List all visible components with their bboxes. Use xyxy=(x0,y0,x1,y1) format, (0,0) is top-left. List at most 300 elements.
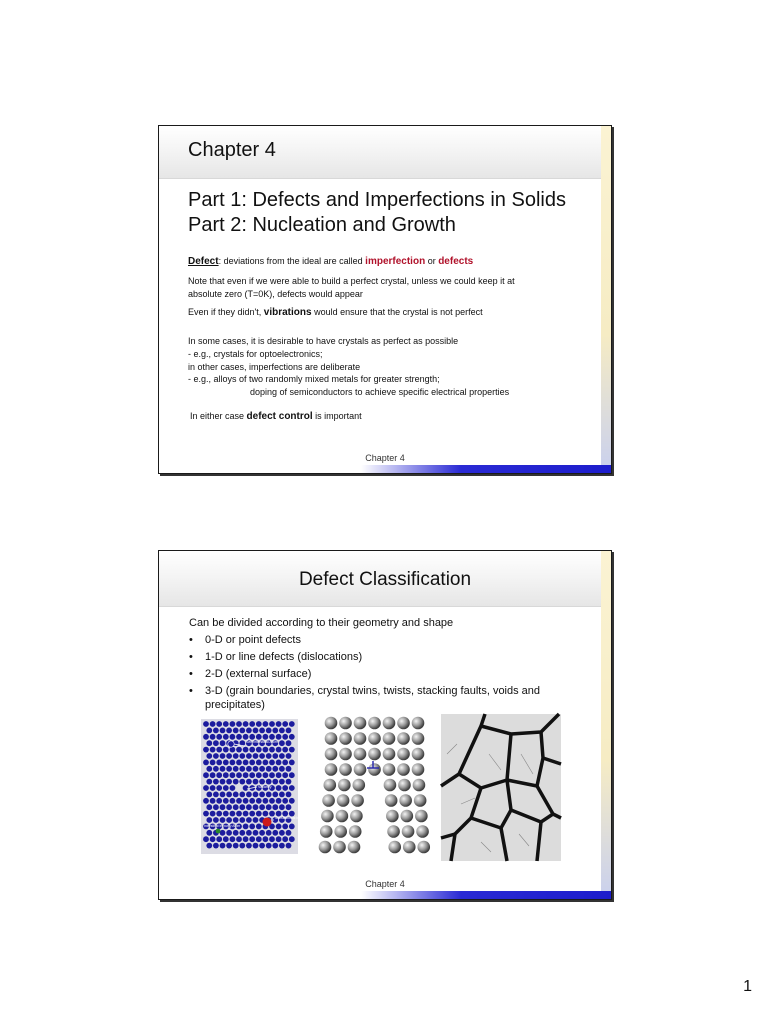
crystal-sphere xyxy=(398,779,411,792)
lattice-atom xyxy=(203,734,209,740)
lattice-atom xyxy=(266,728,272,734)
crystal-sphere xyxy=(386,810,399,823)
lattice-atom xyxy=(282,785,288,791)
lattice-atom xyxy=(216,798,222,804)
lattice-atom xyxy=(289,721,295,727)
lattice-atom xyxy=(249,824,255,830)
lattice-atom xyxy=(286,766,292,772)
lattice-atom xyxy=(276,836,282,842)
lattice-atom xyxy=(269,836,275,842)
lattice-atom xyxy=(282,760,288,766)
lattice-atom xyxy=(216,734,222,740)
lattice-atom xyxy=(256,734,262,740)
lattice-atom xyxy=(276,798,282,804)
bullet-icon: • xyxy=(189,651,193,663)
slide-title: Defect Classification xyxy=(298,569,472,590)
lattice-atom xyxy=(269,734,275,740)
lattice-atom xyxy=(279,830,285,836)
lattice-atom xyxy=(279,740,285,746)
lattice-atom xyxy=(233,753,239,759)
lattice-atom xyxy=(249,721,255,727)
lattice-atom xyxy=(259,830,265,836)
crystal-sphere xyxy=(320,825,333,838)
cases-line-1: In some cases, it is desirable to have crystals as perfect as possible xyxy=(188,336,459,346)
lattice-atom xyxy=(259,792,265,798)
lattice-atom xyxy=(233,804,239,810)
lattice-atom xyxy=(243,798,249,804)
crystal-sphere xyxy=(368,732,381,745)
lattice-atom xyxy=(203,811,209,817)
defect-definition xyxy=(188,256,473,267)
lattice-atom xyxy=(206,817,212,823)
crystal-sphere xyxy=(403,841,416,854)
list-item xyxy=(189,684,579,712)
crystal-sphere xyxy=(339,732,352,745)
lattice-atom xyxy=(223,747,229,753)
lattice-atom xyxy=(220,804,226,810)
list-item xyxy=(189,667,579,681)
lattice-atom xyxy=(256,824,262,830)
lattice-atom xyxy=(210,760,216,766)
crystal-sphere xyxy=(353,779,366,792)
lattice-atom xyxy=(272,728,278,734)
defect-label: Defect xyxy=(188,256,219,267)
crystal-sphere xyxy=(351,794,364,807)
crystal-sphere xyxy=(397,732,410,745)
lattice-atom xyxy=(213,728,219,734)
chapter-title: Chapter 4 xyxy=(188,139,276,161)
lattice-atom xyxy=(203,836,209,842)
lattice-atom xyxy=(279,843,285,849)
lattice-atom xyxy=(230,772,236,778)
cases-line-2: - e.g., crystals for optoelectronics; xyxy=(188,349,323,359)
lattice-label: Interstitial Impurity Atom xyxy=(204,824,241,828)
lattice-atom xyxy=(282,798,288,804)
crystal-sphere xyxy=(354,763,367,776)
lattice-atom xyxy=(226,766,232,772)
lattice-atom xyxy=(203,772,209,778)
lattice-atom xyxy=(286,753,292,759)
lattice-atom xyxy=(230,760,236,766)
lattice-atom xyxy=(256,836,262,842)
lattice-atom xyxy=(210,811,216,817)
lattice-atom xyxy=(216,772,222,778)
lattice-atom xyxy=(220,779,226,785)
lattice-atom xyxy=(263,798,269,804)
lattice-atom xyxy=(216,811,222,817)
lattice-atom xyxy=(259,728,265,734)
lattice-atom xyxy=(253,843,259,849)
defect-control-line xyxy=(190,411,362,422)
lattice-atom xyxy=(226,830,232,836)
crystal-sphere xyxy=(417,841,430,854)
crystal-sphere xyxy=(412,748,425,761)
lattice-atom xyxy=(230,785,236,791)
crystal-sphere xyxy=(397,748,410,761)
cases-line-4: - e.g., alloys of two randomly mixed metals for greater strength; xyxy=(188,374,440,384)
lattice-atom xyxy=(223,798,229,804)
lattice-atom xyxy=(289,836,295,842)
lattice-atom xyxy=(272,753,278,759)
crystal-sphere xyxy=(368,748,381,761)
lattice-atom xyxy=(263,836,269,842)
lattice-atom xyxy=(259,753,265,759)
lattice-atom xyxy=(243,747,249,753)
lattice-atom xyxy=(236,772,242,778)
lattice-atom xyxy=(243,836,249,842)
crystal-sphere xyxy=(325,732,338,745)
lattice-atom xyxy=(276,721,282,727)
lattice-atom xyxy=(206,766,212,772)
list-item-text: 1-D or line defects (dislocations) xyxy=(205,651,363,663)
lattice-atom xyxy=(206,740,212,746)
lattice-atom xyxy=(230,721,236,727)
lattice-atom xyxy=(223,785,229,791)
lattice-atom xyxy=(220,817,226,823)
lattice-atom xyxy=(239,792,245,798)
lattice-atom xyxy=(286,792,292,798)
slide-chapter-4 xyxy=(158,125,612,474)
lattice-atom xyxy=(253,766,259,772)
lattice-atom xyxy=(263,721,269,727)
lattice-atom xyxy=(206,779,212,785)
crystal-sphere xyxy=(334,825,347,838)
lattice-atom xyxy=(213,843,219,849)
crystal-sphere xyxy=(412,732,425,745)
lattice-atom xyxy=(230,798,236,804)
lattice-atom xyxy=(253,779,259,785)
lattice-label: Self Interstitial Atom xyxy=(246,740,278,744)
list-item xyxy=(189,650,579,664)
crystal-sphere xyxy=(322,794,335,807)
lattice-atom xyxy=(223,811,229,817)
page-number: 1 xyxy=(743,978,752,995)
slide-defect-classification xyxy=(158,550,612,900)
lattice-atom xyxy=(246,766,252,772)
lattice-atom xyxy=(220,830,226,836)
crystal-sphere xyxy=(368,717,381,730)
lattice-atom xyxy=(286,843,292,849)
lattice-atom xyxy=(282,721,288,727)
lattice-atom xyxy=(249,798,255,804)
lattice-atom xyxy=(253,792,259,798)
lattice-atom xyxy=(263,747,269,753)
crystal-sphere xyxy=(325,717,338,730)
lattice-atom xyxy=(210,721,216,727)
control-word: defect control xyxy=(246,411,313,422)
crystal-sphere xyxy=(325,763,338,776)
or-word: or xyxy=(425,256,439,266)
list-item-text: 2-D (external surface) xyxy=(205,668,312,680)
lattice-atom xyxy=(216,836,222,842)
lattice-atom xyxy=(210,772,216,778)
bullet-icon: • xyxy=(189,668,193,680)
lattice-atom xyxy=(239,830,245,836)
vibrations-pre: Even if they didn't, xyxy=(188,307,264,317)
crystal-sphere xyxy=(384,779,397,792)
lattice-atom xyxy=(236,721,242,727)
crystal-sphere xyxy=(397,717,410,730)
lattice-atom xyxy=(230,747,236,753)
lattice-atom xyxy=(203,785,209,791)
lattice-atom xyxy=(269,798,275,804)
lattice-label: Vacancy xyxy=(258,785,272,789)
cases-line-3: in other cases, imperfections are deliberate xyxy=(188,362,361,372)
lattice-atom xyxy=(243,785,249,791)
lattice-atom xyxy=(243,772,249,778)
lattice-atom xyxy=(236,811,242,817)
lattice-atom xyxy=(286,728,292,734)
lattice-atom xyxy=(279,792,285,798)
lattice-atom xyxy=(213,740,219,746)
lattice-atom xyxy=(206,804,212,810)
lattice-atom xyxy=(220,740,226,746)
lattice-atom xyxy=(233,830,239,836)
crystal-sphere xyxy=(333,841,346,854)
crystal-sphere xyxy=(383,717,396,730)
lattice-atom xyxy=(286,830,292,836)
lattice-atom xyxy=(243,721,249,727)
lattice-atom xyxy=(249,836,255,842)
lattice-atom xyxy=(263,760,269,766)
lattice-atom xyxy=(233,792,239,798)
lattice-atom xyxy=(220,728,226,734)
lattice-atom xyxy=(213,792,219,798)
lattice-atom xyxy=(206,753,212,759)
lattice-atom xyxy=(276,772,282,778)
crystal-sphere xyxy=(339,717,352,730)
lattice-atom xyxy=(226,779,232,785)
crystal-sphere xyxy=(348,841,361,854)
crystal-sphere xyxy=(339,763,352,776)
crystal-sphere xyxy=(385,794,398,807)
lattice-atom xyxy=(210,747,216,753)
lattice-atom xyxy=(276,824,282,830)
lattice-atom xyxy=(266,792,272,798)
crystal-sphere xyxy=(412,763,425,776)
lattice-atom xyxy=(246,779,252,785)
lattice-atom xyxy=(263,811,269,817)
lattice-atom xyxy=(223,836,229,842)
classification-intro: Can be divided according to their geometry and shape xyxy=(189,617,454,629)
lattice-atom xyxy=(259,766,265,772)
lattice-atom xyxy=(233,843,239,849)
lattice-atom xyxy=(256,811,262,817)
lattice-atom xyxy=(282,824,288,830)
lattice-atom xyxy=(279,753,285,759)
part2-title: Part 2: Nucleation and Growth xyxy=(188,214,456,236)
vibrations-word: vibrations xyxy=(263,307,312,318)
crystal-sphere xyxy=(412,717,425,730)
lattice-atom xyxy=(239,817,245,823)
lattice-atom xyxy=(276,760,282,766)
lattice-atom xyxy=(220,753,226,759)
vibrations-line xyxy=(188,307,483,318)
lattice-atom xyxy=(223,734,229,740)
lattice-atom xyxy=(263,772,269,778)
lattice-atom xyxy=(289,785,295,791)
lattice-atom xyxy=(282,734,288,740)
list-item-text: 0-D or point defects xyxy=(205,634,301,646)
lattice-atom xyxy=(276,734,282,740)
lattice-atom xyxy=(259,843,265,849)
list-item xyxy=(189,633,579,647)
lattice-atom xyxy=(263,734,269,740)
crystal-sphere xyxy=(354,732,367,745)
lattice-atom xyxy=(269,721,275,727)
lattice-atom xyxy=(249,811,255,817)
lattice-atom xyxy=(243,811,249,817)
defects-word: defects xyxy=(438,256,474,267)
lattice-atom xyxy=(249,734,255,740)
crystal-sphere xyxy=(397,763,410,776)
lattice-atom xyxy=(226,843,232,849)
crystal-sphere xyxy=(388,841,401,854)
lattice-atom xyxy=(246,817,252,823)
crystal-sphere xyxy=(368,763,381,776)
lattice-atom xyxy=(266,753,272,759)
lattice-atom xyxy=(249,760,255,766)
crystal-sphere xyxy=(336,810,349,823)
lattice-atom xyxy=(206,843,212,849)
lattice-atom xyxy=(226,728,232,734)
lattice-atom xyxy=(236,760,242,766)
lattice-atom xyxy=(266,766,272,772)
lattice-atom xyxy=(282,836,288,842)
point-defects-lattice-image xyxy=(201,719,318,854)
lattice-atom xyxy=(236,734,242,740)
lattice-atom xyxy=(286,804,292,810)
lattice-atom xyxy=(279,779,285,785)
lattice-atom xyxy=(223,772,229,778)
lattice-label: Substitutional Impurity Atom xyxy=(275,816,318,820)
lattice-atom xyxy=(243,734,249,740)
lattice-atom xyxy=(236,747,242,753)
classification-list xyxy=(189,633,579,715)
control-pre: In either case xyxy=(190,411,247,421)
lattice-atom xyxy=(213,753,219,759)
lattice-atom xyxy=(256,747,262,753)
slide-footer: Chapter 4 xyxy=(365,453,405,463)
lattice-atom xyxy=(216,760,222,766)
lattice-atom xyxy=(272,843,278,849)
lattice-atom xyxy=(213,804,219,810)
lattice-atom xyxy=(226,753,232,759)
lattice-atom xyxy=(246,830,252,836)
lattice-atom xyxy=(239,843,245,849)
lattice-atom xyxy=(289,798,295,804)
lattice-atom xyxy=(203,747,209,753)
lattice-atom xyxy=(220,792,226,798)
lattice-atom xyxy=(203,760,209,766)
crystal-sphere xyxy=(416,825,429,838)
lattice-atom xyxy=(282,772,288,778)
lattice-atom xyxy=(266,843,272,849)
crystal-sphere xyxy=(338,779,351,792)
lattice-atom xyxy=(269,772,275,778)
lattice-atom xyxy=(286,779,292,785)
lattice-atom xyxy=(289,760,295,766)
lattice-atom xyxy=(256,760,262,766)
lattice-atom xyxy=(256,721,262,727)
lattice-atom xyxy=(239,753,245,759)
lattice-atom xyxy=(236,798,242,804)
lattice-atom xyxy=(276,747,282,753)
imperfection-word: imperfection xyxy=(365,256,426,267)
crystal-sphere xyxy=(413,779,426,792)
lattice-atom xyxy=(236,836,242,842)
lattice-atom xyxy=(249,772,255,778)
lattice-atom xyxy=(289,824,295,830)
lattice-atom xyxy=(210,785,216,791)
lattice-atom xyxy=(233,779,239,785)
crystal-sphere xyxy=(324,779,337,792)
lattice-atom xyxy=(243,760,249,766)
lattice-atom xyxy=(282,747,288,753)
lattice-atom xyxy=(259,804,265,810)
lattice-atom xyxy=(233,766,239,772)
slide-side-stripe xyxy=(601,551,611,899)
lattice-atom xyxy=(272,804,278,810)
lattice-atom xyxy=(223,721,229,727)
vibrations-post: would ensure that the crystal is not perfect xyxy=(311,307,483,317)
bullet-icon: • xyxy=(189,685,193,697)
part1-title: Part 1: Defects and Imperfections in Solids xyxy=(188,189,566,211)
list-item-text: 3-D (grain boundaries, crystal twins, twists, stacking faults, voids and precipitates) xyxy=(205,685,541,711)
cases-line-5: doping of semiconductors to achieve specific electrical properties xyxy=(250,387,510,397)
lattice-atom xyxy=(226,817,232,823)
lattice-atom xyxy=(223,760,229,766)
slide-bottom-bar xyxy=(361,465,611,473)
lattice-atom xyxy=(239,779,245,785)
lattice-atom xyxy=(289,747,295,753)
note-line-2: absolute zero (T=0K), defects would appear xyxy=(188,289,363,299)
crystal-sphere xyxy=(354,748,367,761)
lattice-atom xyxy=(272,779,278,785)
crystal-sphere xyxy=(337,794,350,807)
lattice-atom xyxy=(253,728,259,734)
lattice-atom xyxy=(246,753,252,759)
lattice-atom xyxy=(279,728,285,734)
lattice-atom xyxy=(246,792,252,798)
lattice-atom xyxy=(259,779,265,785)
note-line-1: Note that even if we were able to build a perfect crystal, unless we could keep it at xyxy=(188,276,515,286)
lattice-atom xyxy=(210,734,216,740)
defect-desc: : deviations from the ideal are called xyxy=(218,256,366,266)
lattice-atom xyxy=(233,817,239,823)
lattice-atom xyxy=(266,779,272,785)
lattice-atom xyxy=(210,836,216,842)
dislocation-spheres-image xyxy=(323,715,428,855)
lattice-atom xyxy=(206,830,212,836)
lattice-atom xyxy=(239,728,245,734)
lattice-atom xyxy=(226,792,232,798)
lattice-atom xyxy=(276,785,282,791)
lattice-atom xyxy=(230,836,236,842)
lattice-atom xyxy=(203,721,209,727)
grain-boundary-micrograph xyxy=(441,714,561,861)
lattice-atom xyxy=(213,779,219,785)
lattice-atom xyxy=(239,804,245,810)
lattice-atom xyxy=(230,811,236,817)
crystal-sphere xyxy=(399,794,412,807)
slide-bottom-bar xyxy=(361,891,611,899)
lattice-atom xyxy=(289,772,295,778)
control-post: is important xyxy=(312,411,362,421)
crystal-sphere xyxy=(383,763,396,776)
crystal-sphere xyxy=(325,748,338,761)
lattice-atom xyxy=(246,728,252,734)
